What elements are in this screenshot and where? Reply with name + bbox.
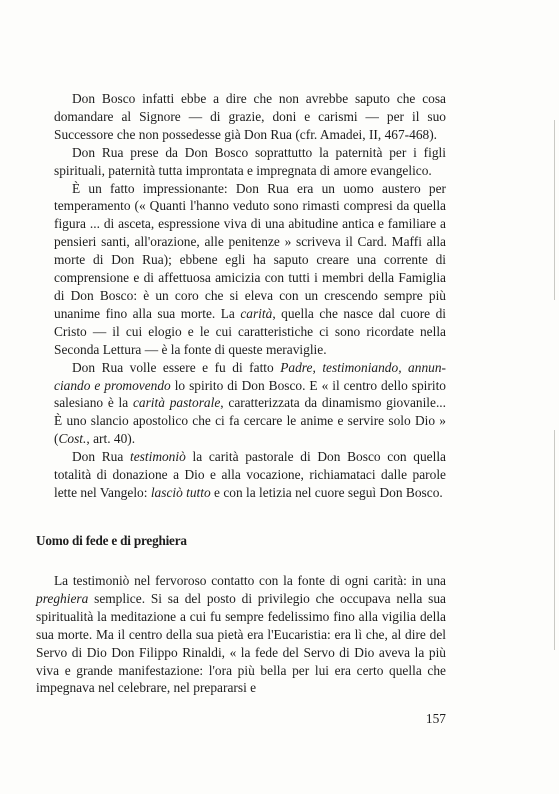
- text-run: La testimoniò nel fervoroso contatto con la fonte di ogni carità: in una: [54, 573, 446, 588]
- paragraph: [54, 448, 446, 502]
- page-number: 157: [425, 711, 446, 726]
- paragraph: [54, 359, 446, 449]
- paragraph: [54, 144, 446, 180]
- italic-text: Cost.: [58, 431, 87, 447]
- paragraph: [54, 180, 446, 359]
- text-run: È un fatto impressionante: Don Rua era un uomo austero per temperamento (« Quanti l'hanno veduto sono rimasti compresi da quella figura ... di asceta, espressione viva di una abitudine antica e familiare a pensieri santi, all'orazione, alle penitenze » scriveva il Card. Maffi alla morte di Don Rua); ebbene egli ha saputo creare una corrente di comprensione e di affettuosa amicizia con tutti i membri della Famiglia di Don Bosco: è un coro che si eleva con un crescendo sempre più unanime fino alla sua morte. La: [54, 180, 446, 321]
- paragraph: [54, 90, 446, 144]
- italic-text: preghiera: [36, 590, 89, 606]
- italic-text: testimoniò: [130, 449, 186, 465]
- text-run: Don Bosco infatti ebbe a dire che non avrebbe saputo che cosa domandare al Signore — di grazie, doni e carismi — per il suo Successore che non possedesse già Don Rua (cfr. Amadei, II, 467-468).: [54, 91, 446, 142]
- text-run: , quella che nasce dal cuore di Cristo — il cui elogio e le cui caratteristiche ci sono ricordate nella Seconda Lettura — è la fonte di queste meraviglie.: [54, 305, 446, 357]
- italic-text: Padre, testimoniando, annunciando e promovendo: [54, 359, 446, 393]
- paragraph: [36, 572, 446, 697]
- text-run: , caratterizzata da dinamismo giovanile... È uno slancio apostolico che ci fa cercare le anime e servire solo Dio » (: [54, 395, 447, 447]
- scan-edge-shadow: [554, 430, 555, 650]
- section-heading: Uomo di fede e di preghiera: [36, 533, 187, 548]
- italic-text: lasciò tutto: [150, 484, 211, 500]
- text-run: la carità pastorale di Don Bosco con quella totalità di donazione a Dio e alla vocazione, richiamataci dalle parole lette nel Vangelo:: [54, 449, 446, 500]
- body-text-section-2: [36, 572, 446, 697]
- italic-text: carità: [240, 305, 273, 321]
- text-run: , art. 40).: [86, 431, 136, 447]
- text-run: Don Rua volle essere e fu di fatto: [72, 359, 281, 375]
- text-run: semplice. Si sa del posto di privilegio che occupava nella sua spiritualità la meditazione a cui fu sempre fedelissimo fino alla vigilia della sua morte. Ma il centro della sua pietà era l'Eucaristia: era lì che, al dire del Servo di Dio Don Filippo Rinaldi, « la fede del Servo di Dio aveva la più viva e grande manifestazione: l'ora più bella per lui era certo quella che impegnava nel celebrare, nel prepararsi e: [36, 590, 446, 696]
- body-text-section-1: [54, 90, 446, 502]
- text-run: Don Rua: [72, 449, 130, 465]
- text-run: Don Rua prese da Don Bosco soprattutto la paternità per i figli spirituali, paternità tutta improntata e impregnata di amore evangelico.: [54, 144, 446, 178]
- scan-edge-shadow: [554, 120, 555, 300]
- text-run: lo spirito di Don Bosco. E « il centro dello spirito salesiano è la: [54, 377, 446, 411]
- italic-text: carità pastorale: [132, 395, 221, 411]
- text-run: e con la letizia nel cuore seguì Don Bosco.: [210, 484, 443, 500]
